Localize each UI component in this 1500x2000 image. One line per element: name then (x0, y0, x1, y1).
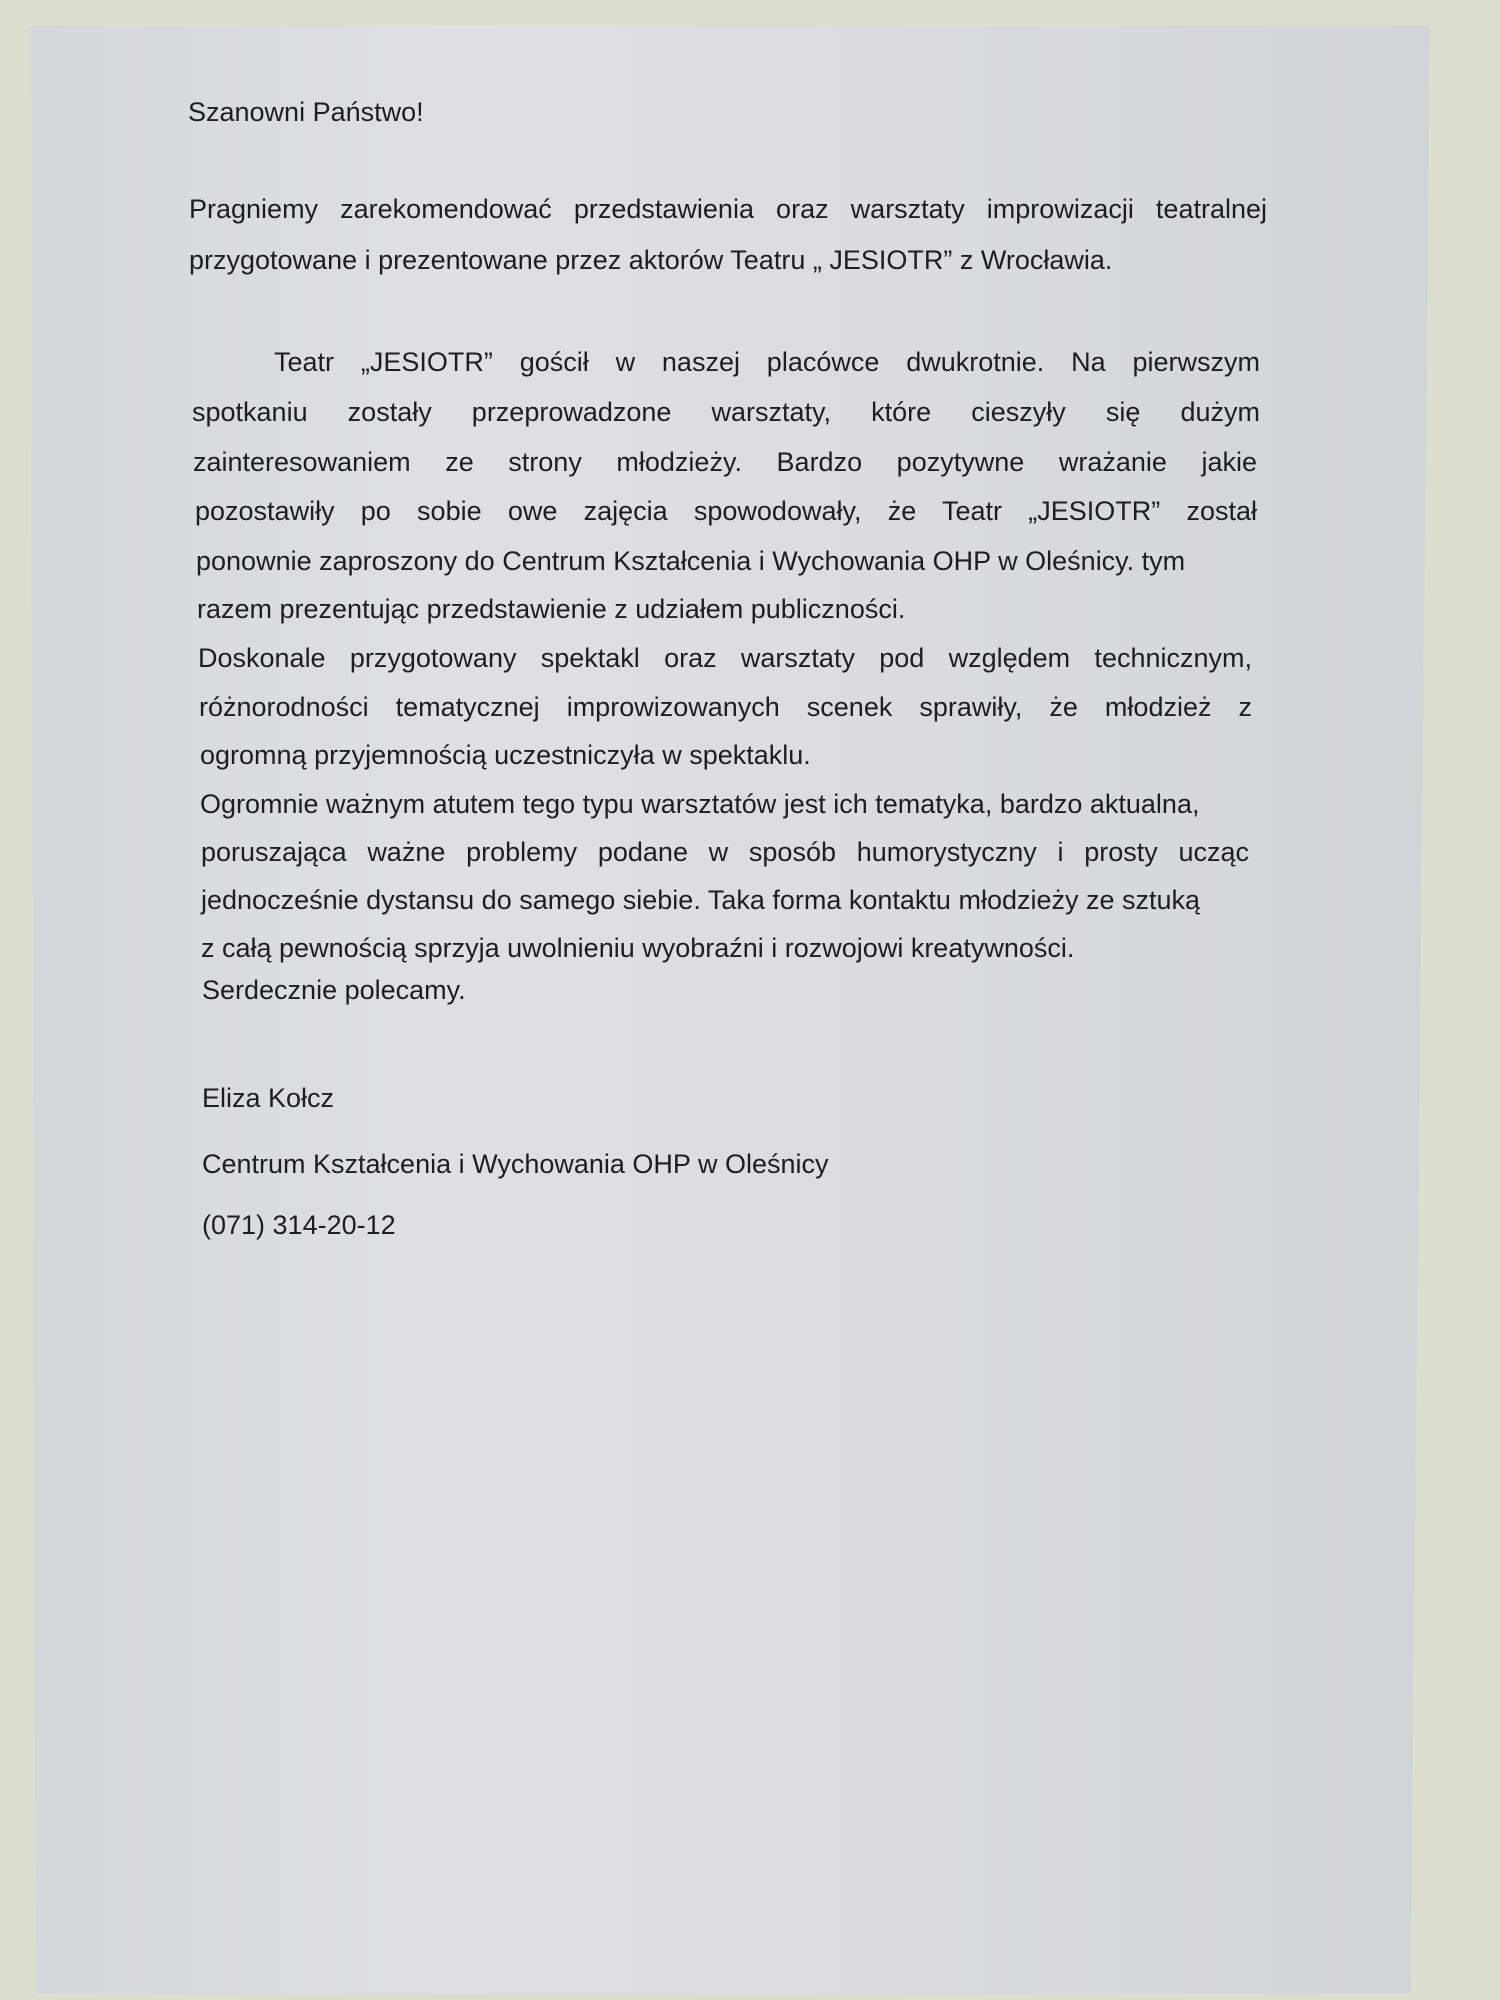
body-line-11: poruszająca ważne problemy podane w sposób humorystyczny i prosty ucząc (201, 837, 1249, 867)
signature-phone: (071) 314-20-12 (202, 1210, 396, 1240)
body-line-6: razem prezentując przedstawienie z udziałem publiczności. (197, 594, 906, 624)
body-line-9: ogromną przyjemnością uczestniczyła w spektaklu. (200, 740, 811, 770)
body-line-2: spotkaniu zostały przeprowadzone warsztaty, które cieszyły się dużym (192, 397, 1260, 427)
signature-institution: Centrum Kształcenia i Wychowania OHP w Oleśnicy (202, 1149, 829, 1179)
body-line-14: Serdecznie polecamy. (202, 975, 466, 1005)
body-line-3: zainteresowaniem ze strony młodzieży. Bardzo pozytywne wrażanie jakie (193, 447, 1257, 477)
body-line-8: różnorodności tematycznej improwizowanych scenek sprawiły, że młodzież z (199, 692, 1252, 722)
intro-line-2: przygotowane i prezentowane przez aktorów Teatru „ JESIOTR” z Wrocławia. (189, 245, 1113, 275)
body-line-4: pozostawiły po sobie owe zajęcia spowodowały, że Teatr „JESIOTR” został (195, 496, 1257, 526)
body-line-5: ponownie zaproszony do Centrum Kształcenia i Wychowania OHP w Oleśnicy. tym (196, 546, 1186, 576)
salutation: Szanowni Państwo! (188, 97, 424, 127)
intro-line-1: Pragniemy zarekomendować przedstawienia oraz warsztaty improwizacji teatralnej (189, 194, 1267, 224)
body-line-10: Ogromnie ważnym atutem tego typu warsztatów jest ich tematyka, bardzo aktualna, (200, 789, 1200, 819)
body-line-1: Teatr „JESIOTR” gościł w naszej placówce dwukrotnie. Na pierwszym (274, 347, 1260, 377)
body-line-7: Doskonale przygotowany spektakl oraz warsztaty pod względem technicznym, (198, 643, 1252, 673)
body-line-13: z całą pewnością sprzyja uwolnieniu wyobraźni i rozwojowi kreatywności. (201, 933, 1075, 963)
signature-name: Eliza Kołcz (202, 1083, 335, 1113)
body-line-12: jednocześnie dystansu do samego siebie. Taka forma kontaktu młodzieży ze sztuką (201, 885, 1201, 915)
